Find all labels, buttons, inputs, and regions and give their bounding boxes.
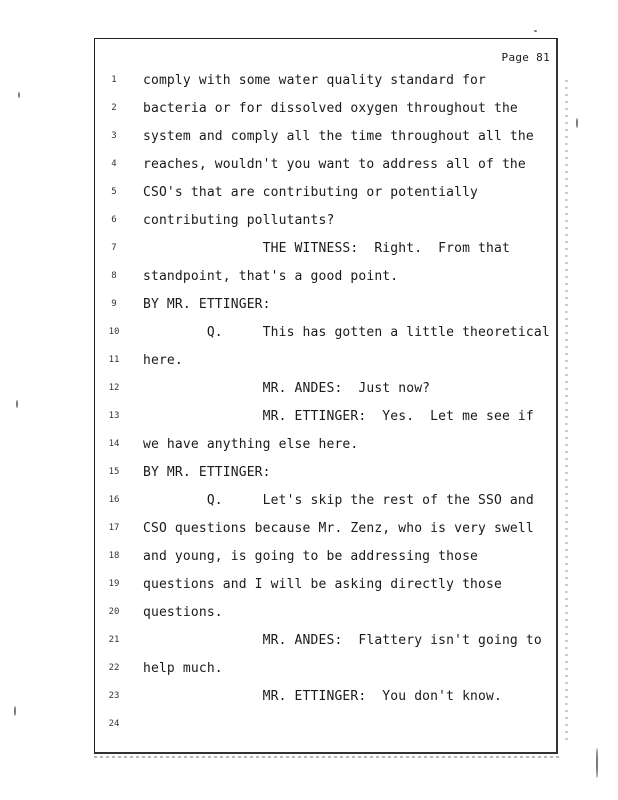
line-text: questions and I will be asking directly those	[143, 577, 502, 592]
line-number: 15	[108, 467, 120, 477]
transcript-line	[95, 157, 556, 177]
line-number: 21	[108, 635, 120, 645]
line-number: 2	[111, 103, 117, 113]
line-number: 7	[111, 243, 117, 253]
scan-speck	[596, 748, 598, 778]
line-text: MR. ANDES: Just now?	[143, 381, 431, 396]
line-number: 23	[108, 691, 120, 701]
line-number: 8	[111, 271, 117, 281]
line-text: MR. ETTINGER: Yes. Let me see if	[143, 409, 534, 424]
transcript-page	[94, 38, 558, 754]
transcript-line	[95, 689, 556, 709]
transcript-line	[95, 297, 556, 317]
transcript-line	[95, 241, 556, 261]
line-text: we have anything else here.	[143, 437, 359, 452]
line-text: bacteria or for dissolved oxygen throughout the	[143, 101, 518, 116]
transcript-line	[95, 717, 556, 737]
transcript-line	[95, 493, 556, 513]
line-number: 20	[108, 607, 120, 617]
transcript-line	[95, 465, 556, 485]
scan-edge-artifact	[565, 80, 568, 740]
line-text: BY MR. ETTINGER:	[143, 465, 271, 480]
transcript-line	[95, 661, 556, 681]
transcript-line	[95, 521, 556, 541]
line-number: 13	[108, 411, 120, 421]
line-number: 16	[108, 495, 120, 505]
line-text: system and comply all the time throughout all the	[143, 129, 534, 144]
transcript-line	[95, 213, 556, 233]
transcript-line	[95, 409, 556, 429]
line-text: CSO's that are contributing or potentially	[143, 185, 479, 200]
scan-speck	[576, 118, 578, 128]
line-number: 11	[108, 355, 120, 365]
line-text: questions.	[143, 605, 223, 620]
line-text: CSO questions because Mr. Zenz, who is very swell	[143, 521, 534, 536]
transcript-line	[95, 73, 556, 93]
transcript-line	[95, 269, 556, 289]
line-number: 10	[108, 327, 120, 337]
transcript-line	[95, 129, 556, 149]
line-number: 14	[108, 439, 120, 449]
scan-bottom-artifact	[94, 756, 560, 758]
scan-speck	[18, 92, 20, 98]
line-text: contributing pollutants?	[143, 213, 335, 228]
line-number: 5	[111, 187, 117, 197]
line-text: Q. This has gotten a little theoretical	[143, 325, 550, 340]
line-number: 9	[111, 299, 117, 309]
line-text: MR. ANDES: Flattery isn't going to	[143, 633, 542, 648]
line-text: here.	[143, 353, 183, 368]
transcript-line	[95, 577, 556, 597]
line-number: 1	[111, 75, 117, 85]
line-number: 24	[108, 719, 120, 729]
line-number: 3	[111, 131, 117, 141]
line-text: standpoint, that's a good point.	[143, 269, 399, 284]
transcript-line	[95, 437, 556, 457]
scan-speck	[14, 706, 16, 716]
scan-speck	[16, 400, 18, 408]
line-number: 22	[108, 663, 120, 673]
line-number: 17	[108, 523, 120, 533]
transcript-line	[95, 549, 556, 569]
line-text: and young, is going to be addressing those	[143, 549, 479, 564]
transcript-line	[95, 605, 556, 625]
scan-speck	[534, 30, 537, 32]
line-number: 12	[108, 383, 120, 393]
line-text: BY MR. ETTINGER:	[143, 297, 271, 312]
transcript-line	[95, 381, 556, 401]
transcript-line	[95, 325, 556, 345]
line-number: 18	[108, 551, 120, 561]
line-number: 19	[108, 579, 120, 589]
transcript-line	[95, 185, 556, 205]
line-number: 4	[111, 159, 117, 169]
transcript-line	[95, 101, 556, 121]
line-text: MR. ETTINGER: You don't know.	[143, 689, 502, 704]
line-text: THE WITNESS: Right. From that	[143, 241, 510, 256]
transcript-line	[95, 353, 556, 373]
transcript-line	[95, 633, 556, 653]
line-number: 6	[111, 215, 117, 225]
line-text: Q. Let's skip the rest of the SSO and	[143, 493, 534, 508]
page-number: Page 81	[501, 51, 550, 64]
line-text: comply with some water quality standard for	[143, 73, 486, 88]
line-text: help much.	[143, 661, 223, 676]
line-text: reaches, wouldn't you want to address all of the	[143, 157, 526, 172]
